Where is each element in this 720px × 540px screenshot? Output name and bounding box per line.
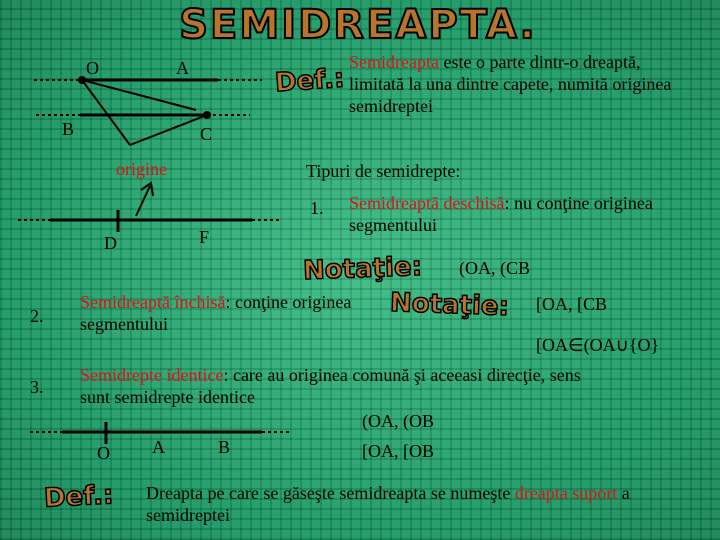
label-point-o: O — [86, 58, 99, 78]
def2-text2: a semidreptei — [146, 483, 630, 525]
page-title: SEMIDREAPTA. — [179, 2, 537, 48]
type3-term: Semidrepte identice — [80, 365, 224, 385]
label-point-a-bottom: A — [152, 437, 165, 457]
type3-text: : care au originea comună şi aceeasi direcţie, sens sunt semidrepte identice — [80, 365, 581, 407]
definition-semidreapta — [349, 51, 694, 117]
label-point-d: D — [104, 233, 117, 253]
type2-number: 2. — [30, 306, 44, 326]
label-origine: origine — [116, 159, 167, 179]
label-point-a: A — [176, 58, 189, 78]
type1-term: Semidreaptă deschisă — [349, 193, 505, 213]
type1-number: 1. — [310, 198, 324, 218]
term-dreapta-suport: dreapta suport — [514, 483, 618, 503]
definition-text: este o parte dintr-o dreaptă, limitată la una dintre capete, numită originea semidreptei — [349, 52, 672, 116]
type2-term: Semidreaptă închisă — [80, 292, 226, 312]
type1-text: : nu conţine originea segmentului — [349, 193, 653, 235]
notatie1-value: (OA, (CB — [459, 258, 530, 278]
notatie2-value2: [OA∈(OA∪{O} — [536, 335, 660, 355]
type2-text: : conţine originea segmentului — [80, 292, 352, 334]
notatie2-wordart: Notaţie: — [389, 287, 510, 323]
label-point-c: C — [200, 124, 213, 144]
notatie2-value1: [OA, [CB — [536, 294, 607, 314]
label-point-f: F — [199, 227, 210, 247]
notatie1-wordart: Notaţie: — [302, 251, 423, 287]
label-point-b-bottom: B — [218, 437, 231, 457]
definition-dreapta-suport — [146, 482, 706, 526]
type3-description — [80, 364, 595, 408]
type2-description — [80, 291, 385, 335]
type1-description — [349, 192, 669, 236]
def2-wordart: Def.: — [43, 480, 115, 514]
label-point-o-bottom: O — [97, 443, 110, 463]
types-heading: Tipuri de semidrepte: — [306, 161, 461, 181]
term-semidreapta: Semidreapta — [349, 52, 439, 72]
identice-value2: [OA, [OB — [362, 441, 434, 461]
label-point-b: B — [62, 119, 75, 139]
def2-text1: Dreapta pe care se găseşte semidreapta se numeşte — [146, 483, 515, 503]
type3-number: 3. — [30, 377, 44, 397]
def-wordart: Def.: — [274, 63, 346, 99]
identice-value1: (OA, (OB — [362, 411, 434, 431]
